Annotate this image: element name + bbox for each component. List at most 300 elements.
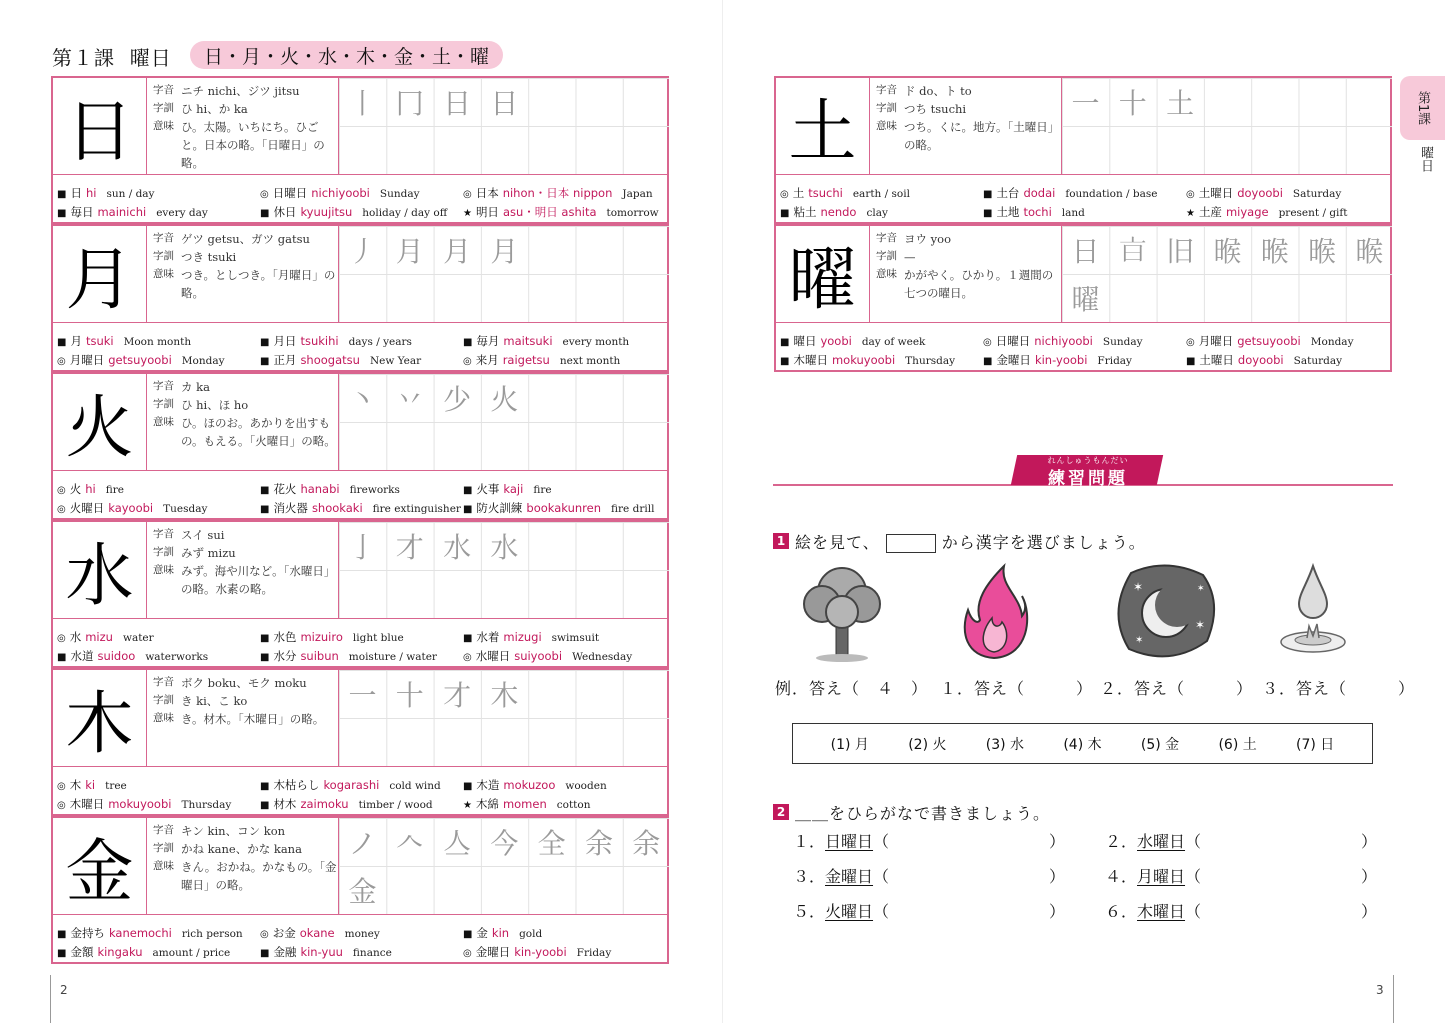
choice-2: (2) 火 [908,736,947,753]
label-kun: 字訓 [876,250,897,262]
question-1-number: 1 [773,533,789,549]
q2-item[interactable] [1105,829,1377,852]
vocab-romaji: bookakunren [526,500,602,515]
label-kun: 字訓 [876,102,897,114]
vocab-kanji: 水着 [476,629,500,644]
vocab-item [57,500,260,516]
vocab-romaji: hi [85,481,96,496]
vocab-meaning: Friday [1097,354,1132,367]
vocab-kanji: 土 [792,185,805,200]
vocab-row [57,775,661,794]
vocab-kanji: 木曜日 [69,796,105,811]
vocab-mark: ◎ [57,780,66,792]
vocab-mark: ■ [462,780,473,792]
q2-item-number: ６． [1105,902,1138,921]
vocab-romaji: kyuujitsu [300,204,353,219]
vocab-item [57,204,260,220]
vocab-row [57,794,661,813]
kanji-readings [876,82,1064,174]
label-on: 字音 [153,380,174,392]
vocab-row [57,646,661,665]
stroke-step: 亼 [443,827,472,860]
vocab-mark: ■ [259,484,270,496]
label-on: 字音 [153,84,174,96]
vocab-romaji: tsuchi [808,185,843,200]
kanji-block [51,520,669,668]
vocab-romaji: ki [85,777,96,792]
vocab-romaji: shookaki [311,500,363,515]
vocab-mark: ■ [1185,355,1196,367]
q2-item[interactable] [1105,899,1377,922]
vocab-romaji: dodai [1023,185,1056,200]
vocab-meaning: amount / price [152,946,231,959]
vocab-mark: ◎ [57,503,66,515]
practice-ruby: れんしゅうもんだい [1047,456,1129,465]
kanji-kun: かね kane、かな kana [181,842,302,856]
lesson-title [52,42,172,71]
vocab-row [780,331,1384,350]
q1-instruction-post: から漢字を選びましょう。 [941,533,1146,552]
stroke-step: 一 [348,679,377,712]
stroke-step: 㬋 [1307,235,1336,268]
q2-item-answer[interactable]: （ ） [873,832,1066,851]
vocab-mark: ■ [57,947,67,959]
label-on: 字音 [153,232,174,244]
vocab-kanji: 日本 [475,185,499,200]
stroke-step: 㬋 [1213,235,1242,268]
kanji-mean: かがやく。ひかり。１週間の七つの曜日。 [904,268,1054,300]
kanji-block [51,76,669,224]
stroke-step: 土 [1166,87,1195,120]
stroke-order-grid [338,670,669,766]
vocab-item [983,185,1186,201]
vocab-romaji: nichiyoobi [1034,333,1093,348]
vocab-romaji: zaimoku [300,796,349,811]
vocab-meaning: day of week [861,335,926,348]
vocab-item [463,629,661,645]
label-kun: 字訓 [153,102,174,114]
vocab-row [57,331,661,350]
vocab-meaning: moisture / water [348,650,437,663]
vocab-kanji: 金融 [273,944,297,959]
q2-item-answer[interactable]: （ ） [873,902,1066,921]
q1-blank-box [886,534,936,553]
vocab-meaning: cold wind [389,779,441,792]
kanji-on: キン kin、コン kon [181,824,286,838]
vocab-item [57,629,260,645]
vocab-kanji: 曜日 [793,333,817,348]
vocab-mark: ■ [462,632,473,644]
vocab-meaning: swimsuit [551,631,600,644]
vocab-meaning: fireworks [349,483,400,496]
vocab-meaning: foundation / base [1065,187,1158,200]
vocab-romaji: getsuyoobi [108,352,172,367]
vocab-meaning: Monday [1310,335,1354,348]
stroke-step: ノ [348,827,377,860]
stroke-step: 月 [490,235,519,268]
vocab-item [57,648,260,664]
answer-2[interactable]: ２．答え（ ） [1100,679,1254,698]
vocab-row [780,202,1384,221]
vocab-meaning: tomorrow [606,206,659,219]
vocab-mark: ■ [259,651,270,663]
vocab-romaji: mokuyoobi [108,796,172,811]
vocab-mark: ★ [462,207,472,219]
vocab-romaji: kogarashi [323,777,380,792]
practice-title: 練習問題 [1048,469,1128,489]
stroke-order-grid [1061,78,1392,174]
stroke-step: 余 [584,827,613,860]
vocab-item [780,185,983,201]
vocab-mark: ■ [57,336,67,348]
vocab-item [260,500,463,516]
vocab-kanji: 月曜日 [69,352,105,367]
svg-text:✶: ✶ [1197,584,1205,594]
kanji-block [774,76,1392,224]
kanji-mean: き。材木。「木曜日」の略。 [181,712,325,726]
vocab-row [57,498,661,517]
kanji-mean: つき。としつき。「月曜日」の略。 [181,268,336,300]
vocab-kanji: 火曜日 [69,500,105,515]
stroke-step: 月 [443,235,472,268]
vocab-meaning: finance [352,946,392,959]
question-1-text [795,530,1146,553]
vocab-romaji: miyage [1225,204,1269,219]
vocab-row [57,627,661,646]
answer-example: 例．答え（ ４ ） [775,679,929,698]
choice-4: (4) 木 [1063,736,1102,753]
vocab-mark: ★ [462,799,472,811]
vocab-kanji: 金曜日 [996,352,1031,367]
vocab-romaji: tsuki [85,333,114,348]
vocab-romaji: tochi [1023,204,1052,219]
vocab-mark: ◎ [57,484,66,496]
vocab-romaji: nendo [820,204,857,219]
vocab-meaning: fire drill [611,502,655,515]
vocab-item [57,352,260,368]
vocab-item [57,796,260,812]
side-tab-lesson: 第1課 [1415,90,1430,126]
label-on: 字音 [153,676,174,688]
choice-7: (7) 日 [1296,736,1335,753]
vocab-kanji: 木造 [476,777,500,792]
vocab-meaning: New Year [369,354,422,367]
vocab-kanji: 日 [70,185,82,200]
vocab-kanji: 火事 [476,481,500,496]
vocab-item [57,944,260,960]
kanji-kun: みず mizu [181,546,236,560]
vocab-kanji: 月日 [273,333,297,348]
vocab-romaji: mizuiro [300,629,343,644]
choice-box [792,723,1373,764]
kanji-readings [876,230,1064,322]
vocab-item [463,333,661,349]
vocab-section [53,470,667,518]
q2-item[interactable] [1105,864,1377,887]
vocab-row [57,350,661,369]
vocab-meaning: gold [519,927,543,940]
vocab-kanji: 月曜日 [1198,333,1234,348]
vocab-romaji: shoogatsu [300,352,360,367]
q2-item-number: ３． [793,867,826,886]
q1-instruction-pre: 絵を見て、 [795,533,880,552]
svg-text:✶: ✶ [1195,618,1206,632]
kanji-on: ボク boku、モク moku [181,676,307,690]
vocab-mark: ■ [462,928,473,940]
stroke-step: 冂 [395,87,424,120]
vocab-mark: ■ [259,503,270,515]
vocab-mark: ■ [259,799,270,811]
vocab-kanji: 金持ち [70,925,105,940]
vocab-row [57,183,661,202]
vocab-row [57,479,661,498]
kanji-character: 曜 [776,226,870,322]
q2-item-word: 火曜日 [825,902,874,921]
lesson-kanji-list: 日・月・火・水・木・金・土・曜 [190,41,503,69]
vocab-meaning: wooden [565,779,607,792]
vocab-mark: ■ [259,780,270,792]
vocab-item [260,629,463,645]
q2-item-number: ４． [1105,867,1138,886]
stroke-step: 十 [1118,87,1147,120]
answer-3[interactable]: ３．答え（ ） [1262,679,1416,698]
vocab-meaning: timber / wood [358,798,433,811]
kanji-mean: つち。くに。地方。「土曜日」の略。 [904,120,1060,152]
stroke-step: 十 [395,679,424,712]
vocab-kanji: 金 [476,925,488,940]
stroke-step: 全 [537,827,566,860]
vocab-meaning: holiday / day off [362,206,448,219]
vocab-kanji: 花火 [273,481,297,496]
vocab-item [983,333,1186,349]
kanji-on: カ ka [181,380,210,394]
vocab-item [57,925,260,941]
label-on: 字音 [876,84,897,96]
q2-item-number: ２． [1105,832,1138,851]
vocab-kanji: 木綿 [475,796,499,811]
vocab-item [57,333,260,349]
vocab-item [463,204,661,220]
vocab-item [1186,352,1384,368]
vocab-romaji: mokuyoobi [831,352,896,367]
vocab-mark: ■ [259,336,270,348]
kanji-character: 木 [53,670,147,766]
vocab-kanji: 木曜日 [793,352,828,367]
label-mean: 意味 [153,860,174,872]
stroke-step: 𠆢 [395,827,424,860]
vocab-meaning: Saturday [1292,187,1342,200]
vocab-kanji: 木枯らし [273,777,320,792]
vocab-meaning: tree [105,779,127,792]
label-kun: 字訓 [153,694,174,706]
vocab-section [53,914,667,962]
stroke-step: 木 [490,679,519,712]
kanji-mean: みず。海や川など。「水曜日」の略。水素の略。 [181,564,336,596]
side-tab-topic: 曜日 [1418,146,1433,172]
page-number-right: 3 [1376,983,1384,997]
vocab-mark: ◎ [57,632,66,644]
vocab-item [260,796,463,812]
vocab-meaning: fire [105,483,124,496]
question-2-text: ＿＿をひらがなで書きましょう。 [795,804,1051,823]
vocab-romaji: mainichi [97,204,147,219]
q2-item[interactable] [793,864,1065,887]
vocab-romaji: raigetsu [502,352,550,367]
svg-text:✶: ✶ [1135,635,1144,646]
q2-item-answer[interactable]: （ ） [1185,832,1378,851]
vocab-mark: ■ [982,188,993,200]
lesson-topic: 曜日 [129,46,172,70]
vocab-meaning: Saturday [1293,354,1343,367]
stroke-step: 月 [395,235,424,268]
choice-1: (1) 月 [830,736,869,753]
kanji-character: 水 [53,522,147,618]
vocab-item [463,944,661,960]
vocab-kanji: 土台 [996,185,1020,200]
vocab-mark: ■ [982,355,993,367]
water-drop-icon [1277,562,1349,662]
label-kun: 字訓 [153,250,174,262]
vocab-item [780,204,983,220]
tree-icon [797,562,887,662]
kanji-character: 日 [53,78,147,174]
choice-3: (3) 水 [985,736,1025,753]
vocab-item [260,185,463,201]
vocab-item [260,204,463,220]
moon-icon [1111,563,1221,663]
vocab-item [983,204,1186,220]
label-on: 字音 [153,528,174,540]
q2-item[interactable] [793,829,1065,852]
kanji-readings [153,674,341,766]
stroke-order-grid [338,78,669,174]
stroke-step: 一 [1071,87,1100,120]
vocab-mark: ■ [259,207,270,219]
vocab-meaning: Thursday [181,798,232,811]
vocab-item [57,481,260,497]
stroke-order-grid [338,522,669,618]
vocab-item [463,925,661,941]
vocab-kanji: 土産 [1198,204,1222,219]
stroke-step: 金 [348,875,377,908]
vocab-item [1186,333,1384,349]
vocab-item [1186,204,1384,220]
vocab-row [57,942,661,961]
kanji-character: 月 [53,226,147,322]
vocab-mark: ■ [259,632,270,644]
q2-item-answer[interactable]: （ ） [873,867,1066,886]
kanji-block [51,668,669,816]
vocab-item [463,777,661,793]
choice-5: (5) 金 [1140,736,1180,753]
kanji-readings [153,526,341,618]
stroke-step: 亅 [348,531,377,564]
kanji-on: ゲツ getsu、ガツ gatsu [181,232,310,246]
vocab-kanji: 粘土 [793,204,817,219]
stroke-step: 火 [490,383,519,416]
q2-item[interactable] [793,899,1065,922]
vocab-kanji: 水 [69,629,82,644]
vocab-mark: ◎ [57,355,66,367]
vocab-mark: ■ [259,947,270,959]
vocab-mark: ■ [780,336,790,348]
vocab-meaning: water [122,631,154,644]
vocab-romaji: mokuzoo [503,777,556,792]
vocab-romaji: hanabi [300,481,340,496]
vocab-meaning: light blue [352,631,404,644]
vocab-kanji: 来月 [475,352,499,367]
kanji-block [51,816,669,964]
vocab-meaning: Japan [622,187,653,200]
vocab-meaning: Sunday [1102,335,1143,348]
stroke-step: 余 [632,827,661,860]
kanji-block [51,224,669,372]
kanji-block [774,224,1392,372]
vocab-meaning: waterworks [145,650,209,663]
label-kun: 字訓 [153,546,174,558]
vocab-meaning: rich person [181,927,243,940]
vocab-meaning: every month [562,335,630,348]
vocab-kanji: 明日 [475,204,499,219]
vocab-item [463,481,661,497]
vocab-item [260,925,463,941]
vocab-kanji: 木 [69,777,82,792]
stroke-step: 日 [443,87,472,120]
kanji-readings [153,378,341,470]
stroke-step: 才 [395,531,424,564]
vocab-meaning: sun / day [106,187,155,200]
vocab-romaji: yoobi [820,333,852,348]
kanji-character: 金 [53,818,147,914]
vocab-kanji: 月 [70,333,82,348]
vocab-item [983,352,1186,368]
side-tab[interactable] [1400,76,1445,140]
kanji-readings [153,822,341,914]
kanji-readings [153,82,341,174]
vocab-mark: ◎ [780,188,789,200]
q2-item-number: １． [793,832,826,851]
vocab-kanji: 水分 [273,648,297,663]
q2-item-word: 月曜日 [1137,867,1186,886]
page-number-left: 2 [60,983,68,997]
vocab-item [260,777,463,793]
answer-1[interactable]: １．答え（ ） [940,679,1094,698]
vocab-mark: ◎ [1185,188,1195,200]
q2-item-answer[interactable]: （ ） [1185,867,1378,886]
vocab-romaji: nihon・日本 nippon [502,185,613,200]
kanji-on: ヨウ yoo [904,232,951,246]
stroke-step: 少 [443,383,472,416]
vocab-mark: ◎ [462,188,472,200]
vocab-item [260,481,463,497]
vocab-row [780,350,1384,369]
fire-icon [958,562,1030,662]
kanji-character: 火 [53,374,147,470]
svg-text:✶: ✶ [1133,580,1144,594]
vocab-meaning: clay [866,206,888,219]
vocab-romaji: suiyoobi [514,648,563,663]
stroke-step: 旧 [1166,235,1195,268]
vocab-romaji: maitsuki [503,333,553,348]
vocab-romaji: kin [491,925,510,940]
vocab-meaning: Friday [576,946,612,959]
stroke-step: 日 [490,87,519,120]
stroke-order-grid [338,374,669,470]
vocab-kanji: 土曜日 [1198,185,1234,200]
label-on: 字音 [153,824,174,836]
vocab-meaning: days / years [348,335,412,348]
q2-item-answer[interactable]: （ ） [1185,902,1378,921]
